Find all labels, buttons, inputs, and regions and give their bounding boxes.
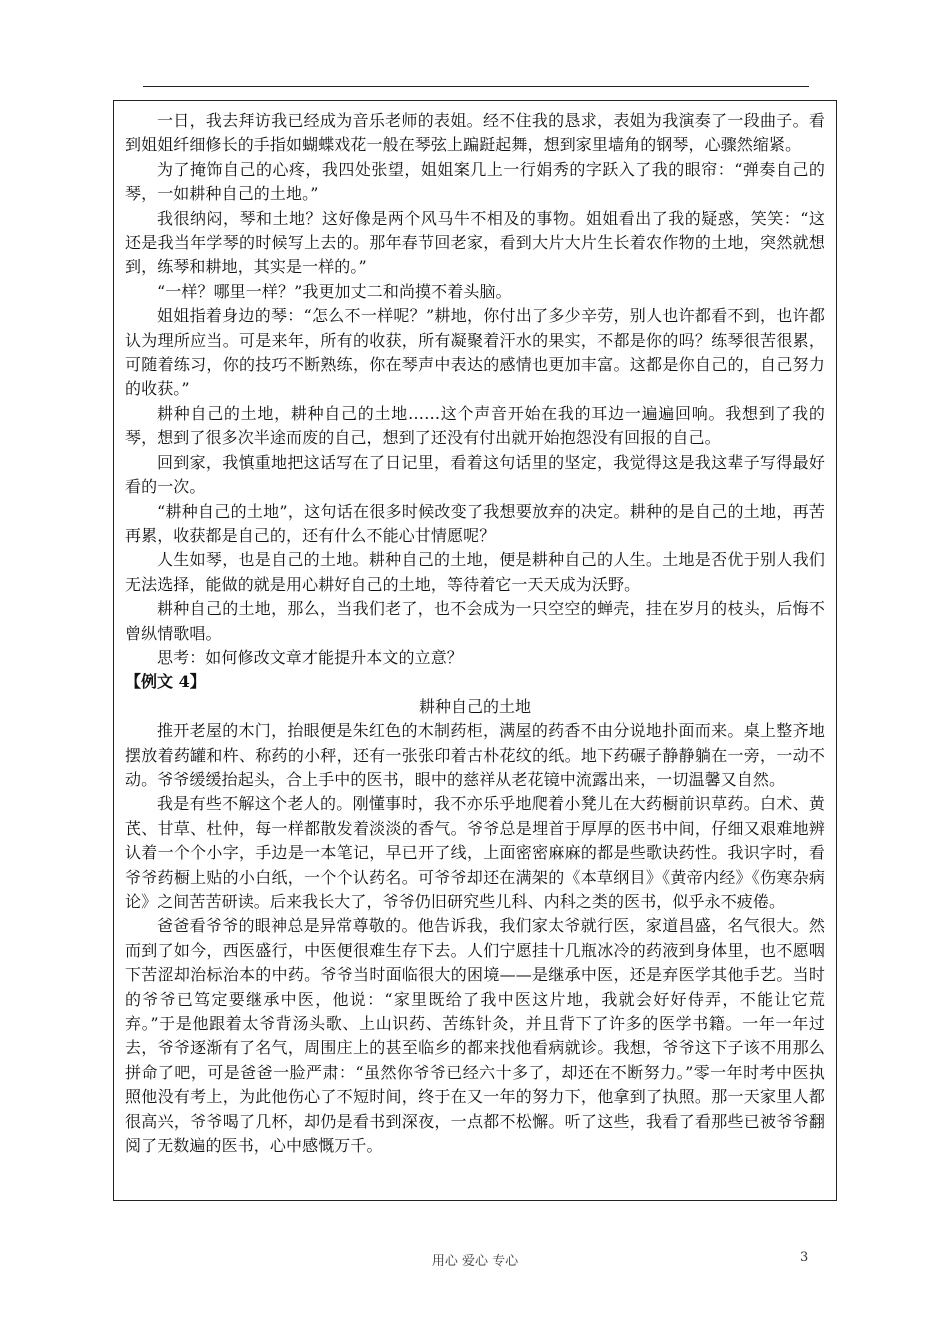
paragraph: 推开老屋的木门，抬眼便是朱红色的木制药柜，满屋的药香不由分说地扑面而来。桌上整齐地摆放着药罐和杵、称药的小秤，还有一张张印着古朴花纹的纸。地下药碾子静静躺在一旁，一动不动。爷爷缓缓抬起头，合上手中的医书，眼中的慈祥从老花镜中流露出来，一切温馨又自然。 <box>125 721 825 789</box>
paragraph: “耕种自己的土地”，这句话在很多时候改变了我想要放弃的决定。耕种的是自己的土地，再苦再累，收获都是自己的，还有什么不能心甘情愿呢？ <box>125 501 825 545</box>
paragraph: 姐姐指着身边的琴：“怎么不一样呢？”耕地，你付出了多少辛劳，别人也许都看不到，也许都认为理所应当。可是来年，所有的收获，所有凝聚着汗水的果实，不都是你的吗？练琴很苦很累，可随着练习，你的技巧不断熟练，你在琴声中表达的感情也更加丰富。这都是你自己的，自己努力的收获。” <box>125 306 825 399</box>
paragraph: 耕种自己的土地，耕种自己的土地……这个声音开始在我的耳边一遍遍回响。我想到了我的琴，想到了很多次半途而废的自己，想到了还没有付出就开始抱怨没有回报的自己。 <box>125 403 825 448</box>
paragraph: 我很纳闷，琴和土地？这好像是两个风马牛不相及的事物。姐姐看出了我的疑惑，笑笑：“这还是我当年学琴的时候写上去的。那年春节回老家，看到大片大片生长着农作物的土地，突然就想到，练琴和耕地，其实是一样的。” <box>125 208 825 277</box>
example-label: 【例文 4】 <box>125 672 206 692</box>
paragraph: 爸爸看爷爷的眼神总是异常尊敬的。他告诉我，我们家太爷就行医，家道昌盛，名气很大。然而到了如今，西医盛行，中医便很难生存下去。人们宁愿挂十几瓶冰冷的药液到身体里，也不愿咽下苦涩却治标治本的中药。爷爷当时面临很大的困境——是继承中医，还是弃医学其他手艺。当时的爷爷已笃定要继承中医，他说：“家里既给了我中医这片地，我就会好好侍弄，不能让它荒弃。”于是他跟着太爷背汤头歌、上山识药、苦练针灸，并且背下了许多的医学书籍。一年一年过去，爷爷逐渐有了名气，周围庄上的甚至临乡的都来找他看病就诊。我想，爷爷这下子该不用那么拼命了吧，可是爸爸一脸严肃：“虽然你爷爷已经六十多了，却还在不断努力。”零一年时考中医执照他没有考上，为此他伤心了不短时间，终于在又一年的努力下，他拿到了执照。那一天家里人都很高兴，爷爷喝了几杯，却仍是看书到深夜，一点都不松懈。听了这些，我看了看那些已被爷爷翻阅了无数遍的医书，心中感慨万千。 <box>125 916 825 1156</box>
header-rule <box>143 86 809 87</box>
content-box <box>113 100 837 1201</box>
example-title: 耕种自己的土地 <box>418 696 531 716</box>
paragraph: 一日，我去拜访我已经成为音乐老师的表姐。经不住我的恳求，表姐为我演奏了一段曲子。看到姐姐纤细修长的手指如蝴蝶戏花一般在琴弦上蹁跹起舞，想到家里墙角的钢琴，心骤然缩紧。 <box>125 111 825 155</box>
paragraph: 耕种自己的土地，那么，当我们老了，也不会成为一只空空的蝉壳，挂在岁月的枝头，后悔不曾纵情歌唱。 <box>125 599 825 643</box>
paragraph: “一样？哪里一样？”我更加丈二和尚摸不着头脑。 <box>157 281 512 301</box>
paragraph: 回到家，我慎重地把这话写在了日记里，看着这句话里的坚定，我觉得这是我这辈子写得最好看的一次。 <box>125 452 825 497</box>
paragraph: 我是有些不解这个老人的。刚懂事时，我不亦乐乎地爬着小凳儿在大药橱前识草药。白术、黄芪、甘草、杜仲，每一样都散发着淡淡的香气。爷爷总是埋首于厚厚的医书中间，仔细又艰难地辨认着一个个小字，手边是一本笔记，早已开了线，上面密密麻麻的都是些歌诀药性。我识字时，看爷爷药橱上贴的小白纸，一个个认药名。可爷爷却还在满架的《本草纲目》《黄帝内经》《伤寒杂病论》之间苦苦研读。后来我长大了，爷爷仍旧研究些儿科、内科之类的医书，似乎永不疲倦。 <box>125 794 825 911</box>
page-number: 3 <box>800 1250 809 1265</box>
thinking-question: 思考：如何修改文章才能提升本文的立意？ <box>157 647 463 667</box>
paragraph: 为了掩饰自己的心疼，我四处张望，姐姐案几上一行娟秀的字跃入了我的眼帘：“弹奏自己的琴，一如耕种自己的土地。” <box>125 159 825 204</box>
footer-motto: 用心 爱心 专心 <box>431 1254 519 1269</box>
paragraph: 人生如琴，也是自己的土地。耕种自己的土地，便是耕种自己的人生。土地是否优于别人我们无法选择，能做的就是用心耕好自己的土地，等待着它一天天成为沃野。 <box>125 550 825 594</box>
